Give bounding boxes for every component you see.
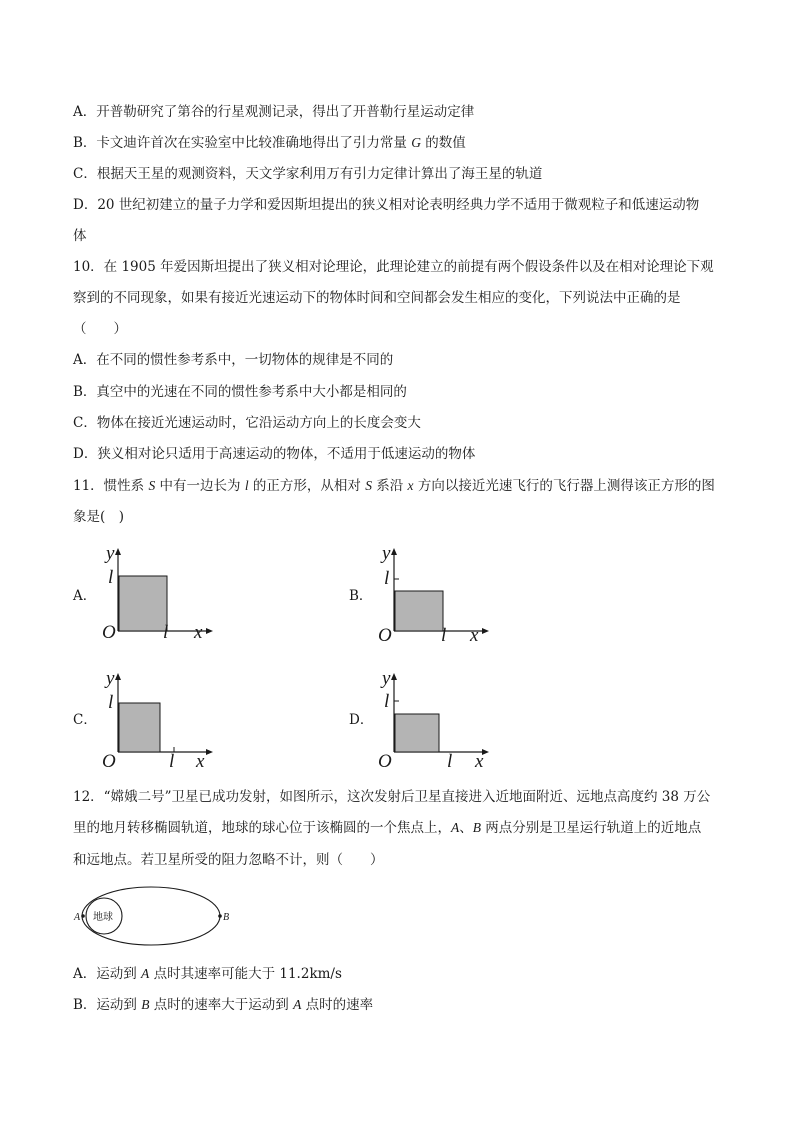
- q9-option-b-text: B．卡文迪许首次在实验室中比较准确地得出了引力常量: [73, 135, 412, 151]
- x-label: x: [475, 751, 484, 772]
- q11-stem-var-s1: S: [148, 478, 156, 493]
- q11-graph-b: [372, 545, 492, 645]
- q12-stem-2c: 两点分别是卫星运行轨道上的近地点: [481, 820, 702, 836]
- q11-stem-line2: 象是( ): [73, 509, 125, 525]
- point-b-dot: [218, 914, 222, 918]
- l-label-horizontal: l: [169, 751, 175, 772]
- q10-stem-line3: （ ）: [73, 321, 127, 337]
- q11-stem-d: 系沿: [371, 478, 408, 494]
- y-label: y: [382, 668, 391, 689]
- q11-label-d: D．: [349, 712, 374, 728]
- q9-option-d-line2: 体: [73, 228, 87, 244]
- x-arrow-icon: [482, 628, 489, 634]
- q9-option-b: [73, 133, 466, 153]
- q10-stem-line1: 10．在 1905 年爱因斯坦提出了狭义相对论理论，此理论建立的前提有两个假设条件以及在相对论理论下观: [73, 259, 714, 275]
- q10-stem-line2: 察到的不同现象，如果有接近光速运动下的物体时间和空间都会发生相应的变化，下列说法中正确的是: [73, 290, 681, 306]
- q11-graph-c: [96, 670, 216, 770]
- point-b-label: B: [223, 912, 230, 923]
- square-shape: [119, 576, 167, 631]
- q12-stem-var-a: A: [451, 820, 460, 835]
- y-arrow-icon: [115, 548, 121, 555]
- y-arrow-icon: [391, 673, 397, 680]
- y-arrow-icon: [391, 548, 397, 555]
- q11-stem-var-x: x: [407, 478, 414, 493]
- q11-label-b: B．: [349, 588, 373, 604]
- q11-label-a: A．: [73, 588, 97, 604]
- l-label-vertical: l: [384, 691, 390, 712]
- q9-option-b-var: G: [411, 135, 421, 150]
- l-label-horizontal: l: [447, 751, 453, 772]
- x-arrow-icon: [206, 749, 213, 755]
- earth-label: 地球: [93, 912, 113, 923]
- q10-option-b: B．真空中的光速在不同的惯性参考系中大小都是相同的: [73, 384, 407, 400]
- q12-option-b-tail: 点时的速率: [301, 997, 374, 1013]
- l-label-vertical: l: [108, 567, 114, 588]
- q12-option-b: [73, 995, 373, 1015]
- q12-stem-line2: [73, 818, 701, 838]
- q11-stem-var-l: l: [244, 478, 249, 493]
- q11-stem-line1: [73, 476, 715, 496]
- y-label: y: [106, 668, 115, 689]
- q9-option-c: C．根据天王星的观测资料，天文学家利用万有引力定律计算出了海王星的轨道: [73, 166, 543, 182]
- q12-option-b-var1: B: [141, 997, 150, 1012]
- q9-option-a: A．开普勒研究了第谷的行星观测记录，得出了开普勒行星运动定律: [73, 104, 475, 120]
- origin-label: O: [378, 625, 392, 646]
- q12-option-a-text: A．运动到: [73, 966, 142, 982]
- x-label: x: [470, 625, 479, 646]
- origin-label: O: [378, 751, 392, 772]
- q11-graph-a: [96, 545, 216, 645]
- x-label: x: [194, 622, 203, 643]
- l-label-vertical: l: [108, 692, 114, 713]
- q12-option-b-text: B．运动到: [73, 997, 142, 1013]
- q12-stem-line1: 12．“嫦娥二号”卫星已成功发射，如图所示，这次发射后卫星直接进入近地面附近、远地点高度约 38 万公: [73, 789, 711, 805]
- point-a-dot: [81, 914, 85, 918]
- origin-label: O: [102, 751, 116, 772]
- q11-stem-var-s2: S: [365, 478, 372, 493]
- l-label-vertical: l: [384, 568, 390, 589]
- q12-option-a-tail: 点时其速率可能大于 11.2km/s: [149, 966, 342, 982]
- q9-option-d-line1: D．20 世纪初建立的量子力学和爱因斯坦提出的狭义相对论表明经典力学不适用于微观粒子和低速运动物: [73, 197, 700, 213]
- q12-option-b-mid: 点时的速率大于运动到: [149, 997, 294, 1013]
- q12-stem-var-b: B: [472, 820, 481, 835]
- q12-option-b-var2: A: [293, 997, 302, 1012]
- q12-orbit-figure: [72, 884, 242, 950]
- x-arrow-icon: [206, 628, 213, 634]
- q10-option-c: C．物体在接近光速运动时，它沿运动方向上的长度会变大: [73, 415, 421, 431]
- rectangle-shape: [395, 714, 439, 752]
- q11-graph-d: [372, 670, 492, 770]
- l-label-horizontal: l: [163, 622, 169, 643]
- q12-option-a-var: A: [141, 966, 150, 981]
- q12-stem-2b: 、: [459, 820, 473, 836]
- q10-option-d: D．狭义相对论只适用于高速运动的物体，不适用于低速运动的物体: [73, 446, 476, 462]
- q11-stem-c: 的正方形，从相对: [248, 478, 366, 494]
- q11-stem-b: 中有一边长为: [155, 478, 245, 494]
- q9-option-b-tail: 的数值: [420, 135, 466, 151]
- q11-stem-e: 方向以接近光速飞行的飞行器上测得该正方形的图: [413, 478, 715, 494]
- y-label: y: [106, 543, 115, 564]
- l-label-horizontal: l: [441, 625, 447, 646]
- x-label: x: [196, 751, 205, 772]
- point-a-label: A: [74, 912, 81, 923]
- q10-option-a: A．在不同的惯性参考系中，一切物体的规律是不同的: [73, 352, 394, 368]
- origin-label: O: [102, 622, 116, 643]
- q11-stem-a: 11．惯性系: [73, 478, 149, 494]
- q11-label-c: C．: [73, 712, 97, 728]
- rectangle-shape: [119, 703, 160, 752]
- q12-stem-line3: 和远地点。若卫星所受的阻力忽略不计，则（ ）: [73, 852, 384, 868]
- y-label: y: [382, 543, 391, 564]
- q12-stem-2a: 里的地月转移椭圆轨道，地球的球心位于该椭圆的一个焦点上，: [73, 820, 451, 836]
- y-arrow-icon: [115, 673, 121, 680]
- rectangle-shape: [395, 591, 443, 631]
- q12-option-a: [73, 964, 342, 984]
